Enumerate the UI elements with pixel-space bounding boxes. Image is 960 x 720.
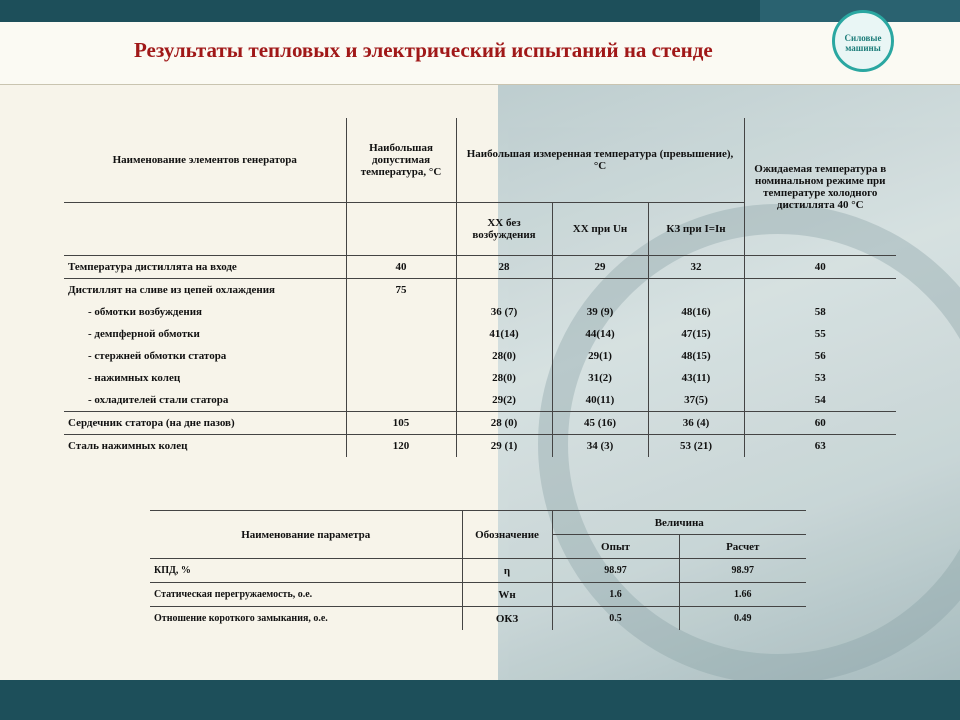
- table-row: Сердечник статора (на дне пазов) 105 28 (0) 45 (16) 36 (4) 60: [64, 412, 896, 435]
- table-row: Сталь нажимных колец 120 29 (1) 34 (3) 53 (21) 63: [64, 435, 896, 458]
- table-row: Статическая перегружаемость, о.е. Wн 1.6 1.66: [150, 583, 806, 607]
- company-logo: [832, 10, 894, 72]
- logo-line2: машины: [845, 43, 881, 53]
- header-element: Наименование элементов генератора: [64, 118, 346, 203]
- table-row: - обмотки возбуждения 36 (7) 39 (9) 48(16) 58: [64, 301, 896, 323]
- table-row: КПД, % η 98.97 98.97: [150, 559, 806, 583]
- thermal-test-table: [64, 118, 896, 457]
- header-experiment: Опыт: [552, 535, 679, 559]
- header-param: Наименование параметра: [150, 511, 462, 559]
- header-sub-xx-no-excitation: ХХ без возбуждения: [456, 203, 552, 256]
- page-title: Результаты тепловых и электрический испытаний на стенде: [134, 38, 713, 62]
- table-row: - охладителей стали статора 29(2) 40(11) 37(5) 54: [64, 389, 896, 412]
- header-symbol: Обозначение: [462, 511, 552, 559]
- header-sub-xx-un: ХХ при Uн: [552, 203, 648, 256]
- bottom-bar: [0, 680, 960, 720]
- header-expected: Ожидаемая температура в номинальном режиме при температуре холодного дистиллята 40 °С: [744, 118, 896, 256]
- table-row: - нажимных колец 28(0) 31(2) 43(11) 53: [64, 367, 896, 389]
- header-calc: Расчет: [679, 535, 806, 559]
- header-max-measured: Наибольшая измеренная температура (превышение), °С: [456, 118, 744, 203]
- table-row: Температура дистиллята на входе 40 28 29 32 40: [64, 256, 896, 279]
- header-sub-kz: КЗ при I=Iн: [648, 203, 744, 256]
- table-row: - демпферной обмотки 41(14) 44(14) 47(15) 55: [64, 323, 896, 345]
- header-value: Величина: [552, 511, 806, 535]
- table-row: Отношение короткого замыкания, о.е. ОКЗ 0.5 0.49: [150, 607, 806, 631]
- table-row: - стержней обмотки статора 28(0) 29(1) 48(15) 56: [64, 345, 896, 367]
- header-max-allowed: Наибольшая допустимая температура, °С: [346, 118, 456, 203]
- electrical-test-table: [150, 510, 806, 630]
- logo-line1: Силовые: [844, 33, 882, 43]
- table-row: Дистиллят на сливе из цепей охлаждения 75: [64, 279, 896, 302]
